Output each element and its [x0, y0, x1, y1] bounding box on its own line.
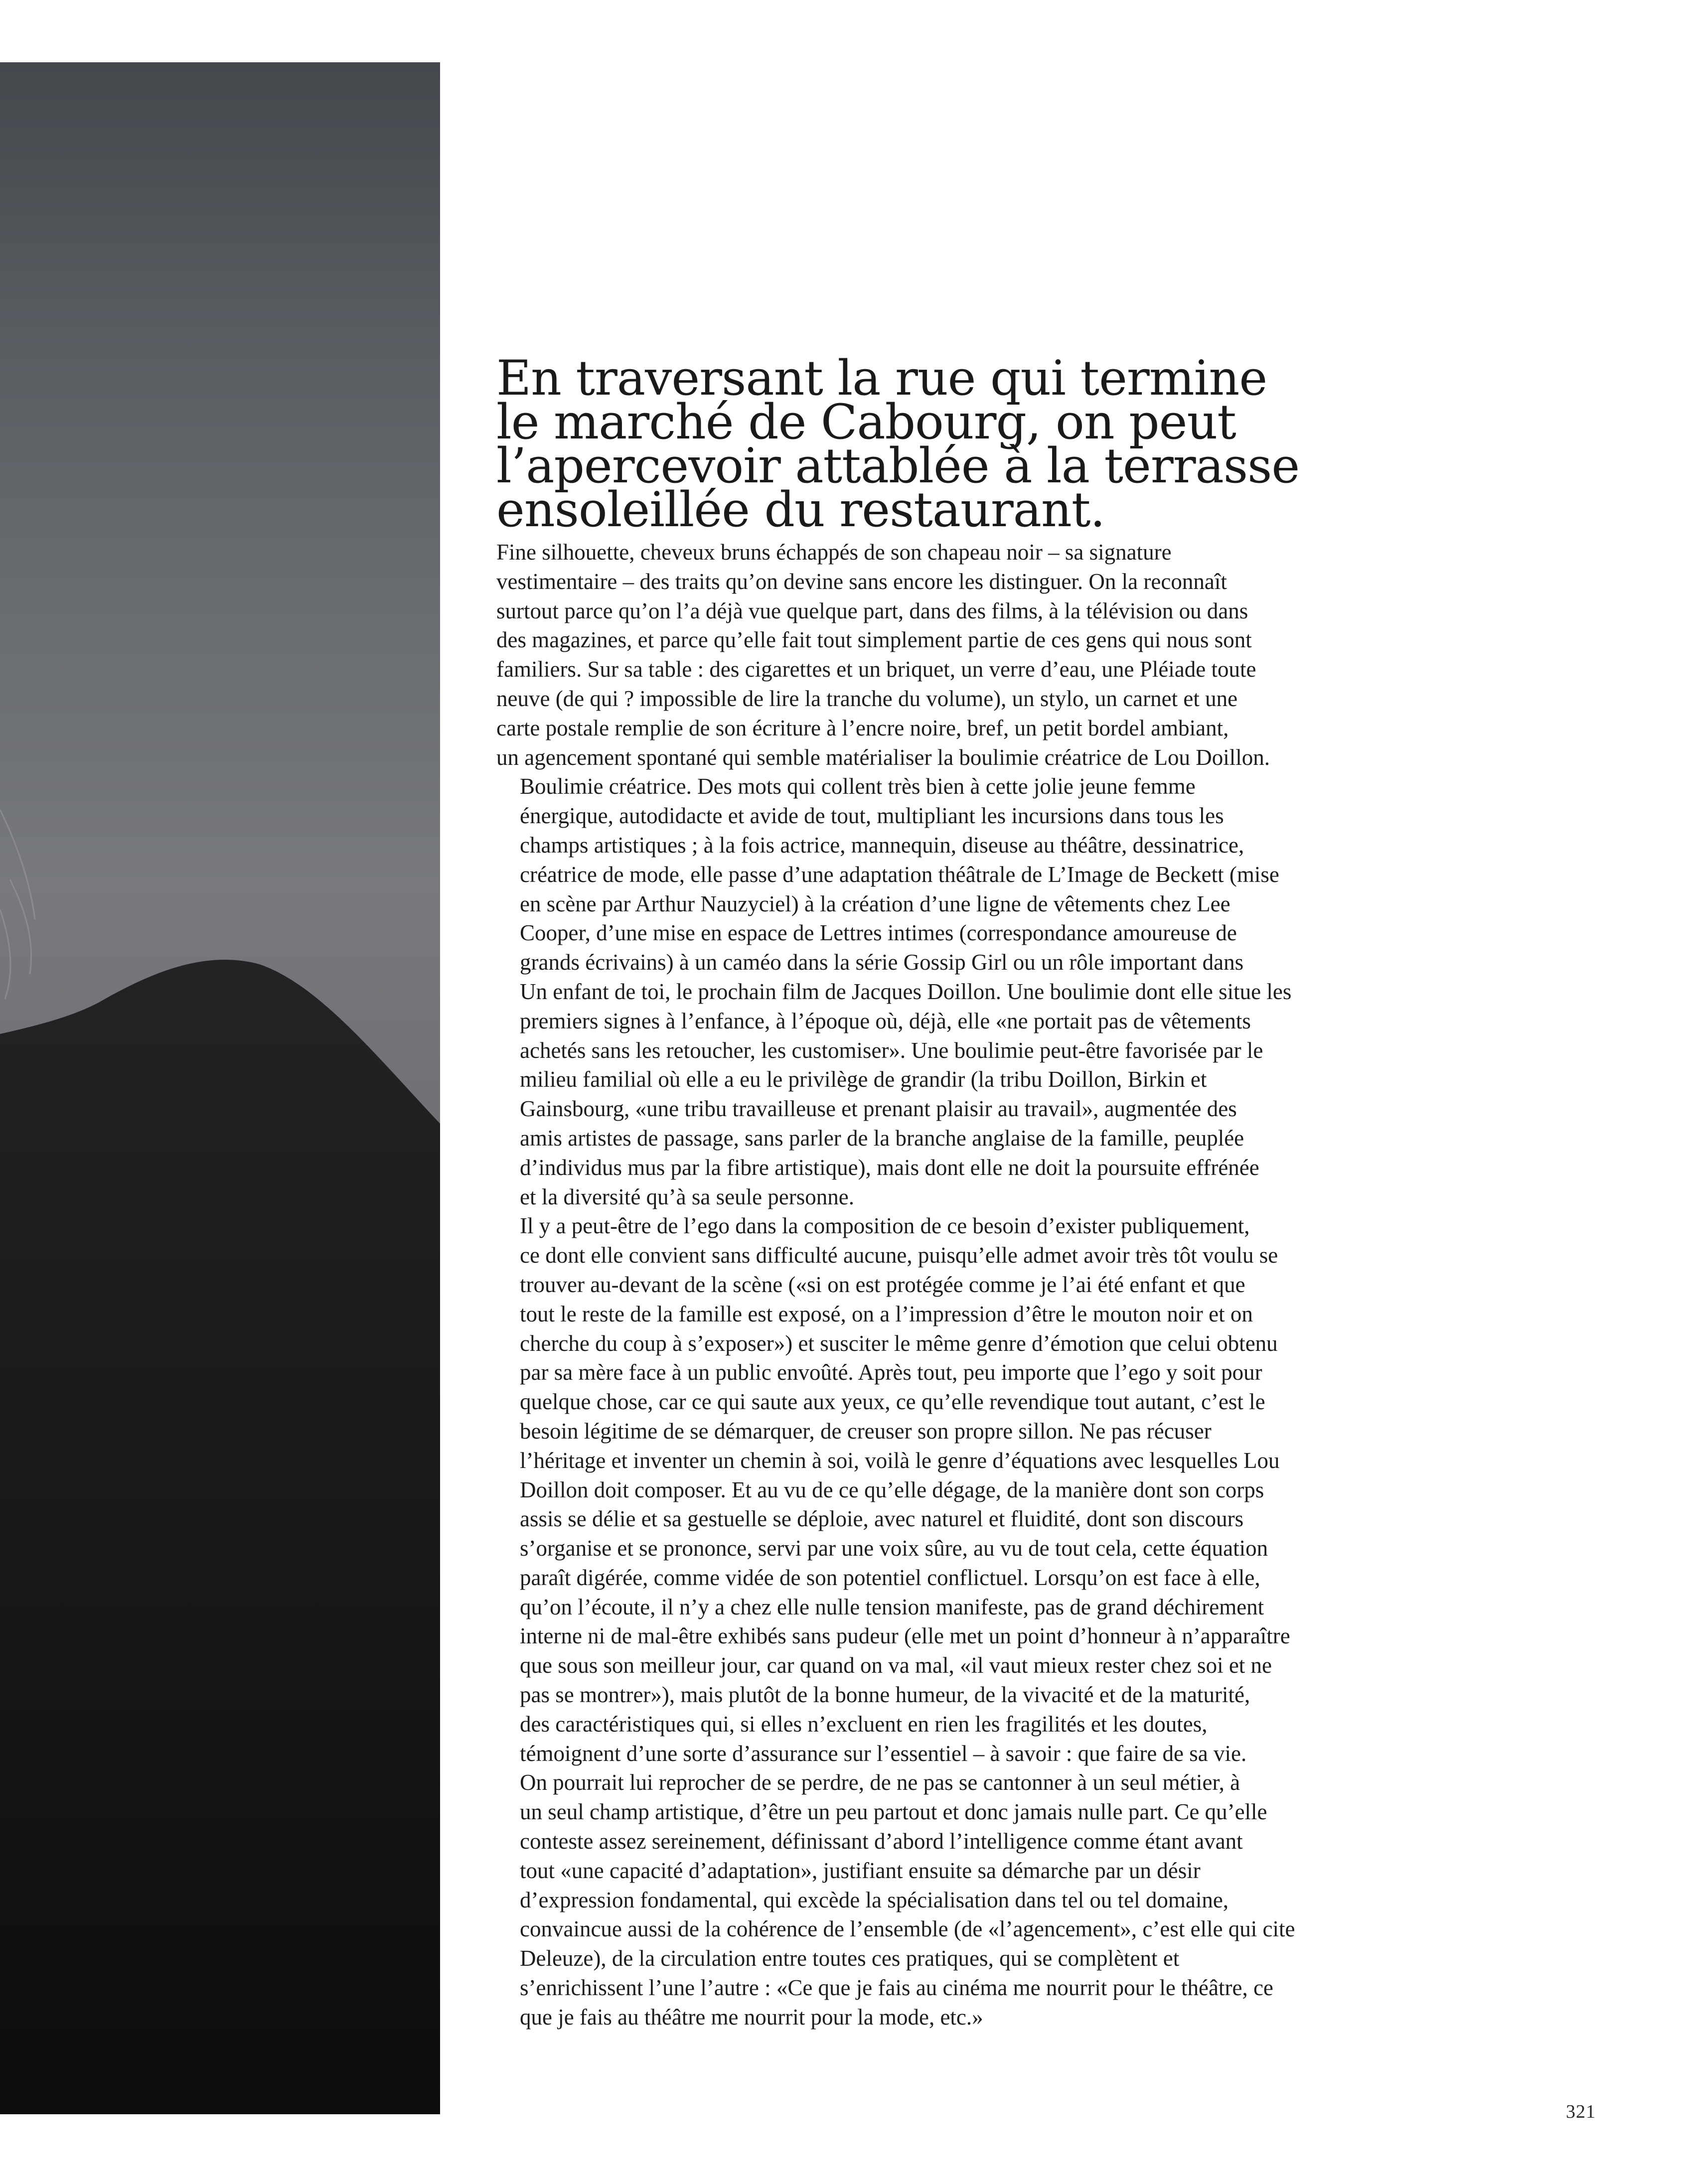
- text-line: grands écrivains) à un caméo dans la série Gossip Girl ou un rôle important dans: [520, 950, 1244, 975]
- text-line: tout «une capacité d’adaptation», justifiant ensuite sa démarche par un désir: [520, 1858, 1201, 1883]
- text-line: Deleuze), de la circulation entre toutes ces pratiques, qui se complètent et: [520, 1946, 1180, 1971]
- text-line: paraît digérée, comme vidée de son potentiel conflictuel. Lorsqu’on est face à elle,: [520, 1565, 1260, 1590]
- text-line: Cooper, d’une mise en espace de Lettres intimes (correspondance amoureuse de: [520, 920, 1237, 946]
- text-line: milieu familial où elle a eu le privilège de grandir (la tribu Doillon, Birkin et: [520, 1067, 1207, 1092]
- text-line: qu’on l’écoute, il n’y a chez elle nulle tension manifeste, pas de grand déchirement: [520, 1594, 1264, 1619]
- text-line: On pourrait lui reprocher de se perdre, de ne pas se cantonner à un seul métier, à: [520, 1770, 1240, 1795]
- text-line: énergique, autodidacte et avide de tout, multipliant les incursions dans tous les: [520, 803, 1224, 829]
- headline: [496, 350, 1443, 538]
- text-line: amis artistes de passage, sans parler de la branche anglaise de la famille, peuplée: [520, 1125, 1244, 1151]
- photo-silhouette-shape: [0, 62, 440, 2114]
- text-line: surtout parce qu’on l’a déjà vue quelque part, dans des films, à la télévision ou dans: [496, 598, 1248, 623]
- text-line: vestimentaire – des traits qu’on devine sans encore les distinguer. On la reconnaît: [496, 569, 1227, 594]
- text-line: s’organise et se prononce, servi par une voix sûre, au vu de tout cela, cette équation: [520, 1536, 1268, 1561]
- text-line: carte postale remplie de son écriture à l’encre noire, bref, un petit bordel ambiant,: [496, 715, 1229, 740]
- headline-line: En traversant la rue qui termine: [496, 350, 1267, 406]
- text-line: témoignent d’une sorte d’assurance sur l’essentiel – à savoir : que faire de sa vie.: [520, 1741, 1247, 1766]
- paragraph-3: [496, 1211, 1443, 1768]
- headline-line: ensoleillée du restaurant.: [496, 482, 1105, 538]
- text-line: achetés sans les retoucher, les customiser». Une boulimie peut-être favorisée par le: [520, 1037, 1263, 1063]
- text-line: tout le reste de la famille est exposé, on a l’impression d’être le mouton noir et on: [520, 1301, 1253, 1326]
- text-line: assis se délie et sa gestuelle se déploie, avec naturel et fluidité, dont son discours: [520, 1506, 1244, 1532]
- text-line: un agencement spontané qui semble matérialiser la boulimie créatrice de Lou Doillon.: [496, 744, 1270, 770]
- paragraph-4: [496, 1768, 1443, 2032]
- text-line: que je fais au théâtre me nourrit pour la mode, etc.»: [520, 2004, 983, 2030]
- text-line: quelque chose, car ce qui saute aux yeux, ce qu’elle revendique tout autant, c’est le: [520, 1389, 1265, 1415]
- paragraph-2: [496, 772, 1443, 1211]
- text-line: convaincue aussi de la cohérence de l’ensemble (de «l’agencement», c’est elle qui cite: [520, 1916, 1295, 1942]
- text-line: Gainsbourg, «une tribu travailleuse et prenant plaisir au travail», augmentée des: [520, 1096, 1237, 1122]
- text-line: champs artistiques ; à la fois actrice, mannequin, diseuse au théâtre, dessinatrice,: [520, 832, 1244, 858]
- text-line: Un enfant de toi, le prochain film de Jacques Doillon. Une boulimie dont elle situe les: [520, 979, 1292, 1004]
- text-line: interne ni de mal-être exhibés sans pudeur (elle met un point d’honneur à n’apparaître: [520, 1623, 1290, 1649]
- text-line: d’expression fondamental, qui excède la spécialisation dans tel ou tel domaine,: [520, 1887, 1229, 1912]
- text-line: ce dont elle convient sans difficulté aucune, puisqu’elle admet avoir très tôt voulu se: [520, 1243, 1278, 1268]
- text-line: par sa mère face à un public envoûté. Après tout, peu importe que l’ego y soit pour: [520, 1360, 1262, 1385]
- text-line: conteste assez sereinement, définissant d’abord l’intelligence comme étant avant: [520, 1829, 1243, 1854]
- paragraph-1: [496, 538, 1443, 772]
- article-body: [496, 538, 1443, 2032]
- article: [496, 350, 1443, 2032]
- text-line: cherche du coup à s’exposer») et susciter le même genre d’émotion que celui obtenu: [520, 1330, 1278, 1356]
- text-line: d’individus mus par la fibre artistique), mais dont elle ne doit la poursuite effrénée: [520, 1155, 1259, 1180]
- text-line: l’héritage et inventer un chemin à soi, voilà le genre d’équations avec lesquelles Lou: [520, 1448, 1280, 1473]
- text-line: en scène par Arthur Nauzyciel) à la création d’une ligne de vêtements chez Lee: [520, 891, 1230, 916]
- text-line: Fine silhouette, cheveux bruns échappés de son chapeau noir – sa signature: [496, 540, 1172, 565]
- headline-line: l’apercevoir attablée à la terrasse: [496, 438, 1300, 494]
- text-line: des caractéristiques qui, si elles n’excluent en rien les fragilités et les doutes,: [520, 1711, 1208, 1737]
- page-number: 321: [1566, 2101, 1596, 2122]
- text-line: pas se montrer»), mais plutôt de la bonne humeur, de la vivacité et de la maturité,: [520, 1682, 1250, 1708]
- text-line: Boulimie créatrice. Des mots qui collent très bien à cette jolie jeune femme: [520, 774, 1196, 799]
- text-line: créatrice de mode, elle passe d’une adaptation théâtrale de L’Image de Beckett (mise: [520, 862, 1279, 887]
- text-line: et la diversité qu’à sa seule personne.: [520, 1184, 855, 1209]
- photo-silhouette: [0, 62, 440, 2114]
- text-line: Il y a peut-être de l’ego dans la composition de ce besoin d’exister publiquement,: [520, 1213, 1250, 1239]
- text-line: un seul champ artistique, d’être un peu partout et donc jamais nulle part. Ce qu’elle: [520, 1799, 1267, 1825]
- text-line: s’enrichissent l’une l’autre : «Ce que je fais au cinéma me nourrit pour le théâtre, ce: [520, 1975, 1273, 2001]
- text-line: neuve (de qui ? impossible de lire la tranche du volume), un stylo, un carnet et une: [496, 686, 1238, 711]
- headline-line: le marché de Cabourg, on peut: [496, 394, 1236, 450]
- text-line: trouver au-devant de la scène («si on est protégée comme je l’ai été enfant et que: [520, 1272, 1245, 1297]
- text-line: familiers. Sur sa table : des cigarettes et un briquet, un verre d’eau, une Pléiade toute: [496, 657, 1256, 682]
- text-line: que sous son meilleur jour, car quand on va mal, «il vaut mieux rester chez soi et ne: [520, 1653, 1272, 1678]
- text-line: premiers signes à l’enfance, à l’époque où, déjà, elle «ne portait pas de vêtements: [520, 1008, 1251, 1033]
- text-line: Doillon doit composer. Et au vu de ce qu’elle dégage, de la manière dont son corps: [520, 1477, 1264, 1502]
- text-line: besoin légitime de se démarquer, de creuser son propre sillon. Ne pas récuser: [520, 1418, 1212, 1444]
- text-line: des magazines, et parce qu’elle fait tout simplement partie de ces gens qui nous sont: [496, 627, 1252, 653]
